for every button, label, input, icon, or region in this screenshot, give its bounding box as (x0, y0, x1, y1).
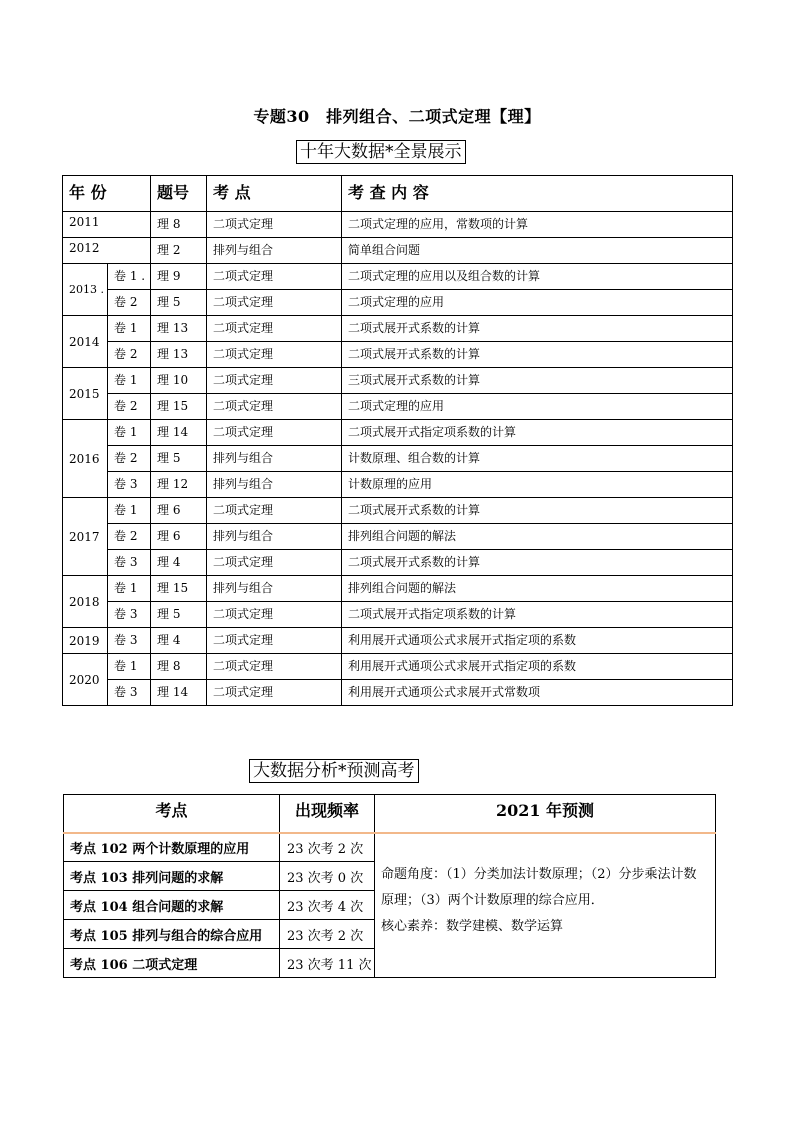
frequency-cell: 23 次考 2 次 (280, 920, 375, 949)
year-cell: 2016 (63, 420, 108, 498)
content-cell: 排列组合问题的解法 (342, 576, 733, 602)
table-row (63, 212, 733, 238)
table-row (63, 316, 733, 342)
prediction-literacy: 核心素养：数学建模、数学运算 (381, 918, 564, 934)
topic-cell: 二项式定理 (207, 602, 342, 628)
volume-cell: 卷 1 . (108, 264, 151, 290)
knowledge-point-cell: 考点 106 二项式定理 (64, 949, 280, 978)
topic-cell: 二项式定理 (207, 212, 342, 238)
table-row (63, 654, 733, 680)
question-cell: 理 6 (151, 498, 207, 524)
table-row (63, 368, 733, 394)
knowledge-point-cell: 考点 104 组合问题的求解 (64, 891, 280, 920)
question-cell: 理 5 (151, 602, 207, 628)
header-prediction: 2021 年预测 (375, 795, 716, 833)
question-cell: 理 9 (151, 264, 207, 290)
volume-cell: 卷 3 (108, 602, 151, 628)
table-row (64, 833, 716, 862)
question-cell: 理 4 (151, 628, 207, 654)
content-cell: 二项式展开式系数的计算 (342, 342, 733, 368)
header-frequency: 出现频率 (280, 795, 375, 833)
volume-cell: 卷 1 (108, 368, 151, 394)
topic-cell: 二项式定理 (207, 654, 342, 680)
page-title: 专题30 排列组合、二项式定理【理】 (253, 107, 541, 126)
content-cell: 利用展开式通项公式求展开式指定项的系数 (342, 654, 733, 680)
knowledge-point-cell: 考点 103 排列问题的求解 (64, 862, 280, 891)
topic-cell: 二项式定理 (207, 680, 342, 706)
year-cell: 2014 (63, 316, 108, 368)
topic-cell: 排列与组合 (207, 524, 342, 550)
section-heading-overview: 十年大数据*全景展示 (296, 140, 466, 164)
content-cell: 计数原理的应用 (342, 472, 733, 498)
question-cell: 理 14 (151, 680, 207, 706)
topic-cell: 排列与组合 (207, 576, 342, 602)
section-heading-analysis: 大数据分析*预测高考 (249, 759, 419, 783)
year-cell: 2018 (63, 576, 108, 628)
volume-cell: 卷 2 (108, 342, 151, 368)
prediction-angle: 命题角度：（1）分类加法计数原理；（2）分步乘法计数原理；（3）两个计数原理的综合应用． (381, 866, 697, 908)
question-cell: 理 5 (151, 446, 207, 472)
table-row (63, 680, 733, 706)
table-row (63, 628, 733, 654)
topic-cell: 排列与组合 (207, 472, 342, 498)
table-row (63, 264, 733, 290)
volume-cell: 卷 1 (108, 420, 151, 446)
topic-cell: 二项式定理 (207, 368, 342, 394)
table-row (63, 446, 733, 472)
question-cell: 理 15 (151, 576, 207, 602)
table-row (63, 238, 733, 264)
content-cell: 排列组合问题的解法 (342, 524, 733, 550)
question-cell: 理 8 (151, 654, 207, 680)
year-cell: 2011 (63, 212, 151, 238)
content-cell: 二项式展开式系数的计算 (342, 316, 733, 342)
frequency-cell: 23 次考 0 次 (280, 862, 375, 891)
prediction-cell (375, 833, 716, 978)
content-cell: 二项式展开式系数的计算 (342, 550, 733, 576)
topic-cell: 二项式定理 (207, 550, 342, 576)
question-cell: 理 15 (151, 394, 207, 420)
topic-cell: 二项式定理 (207, 264, 342, 290)
question-cell: 理 14 (151, 420, 207, 446)
table-row (63, 290, 733, 316)
table-row (63, 342, 733, 368)
header-question: 题号 (151, 176, 207, 212)
year-cell: 2012 (63, 238, 151, 264)
exam-history-table (62, 175, 733, 706)
topic-cell: 排列与组合 (207, 446, 342, 472)
volume-cell: 卷 2 (108, 290, 151, 316)
question-cell: 理 6 (151, 524, 207, 550)
content-cell: 三项式展开式系数的计算 (342, 368, 733, 394)
question-cell: 理 13 (151, 316, 207, 342)
knowledge-point-cell: 考点 105 排列与组合的综合应用 (64, 920, 280, 949)
prediction-table (63, 794, 716, 978)
question-cell: 理 12 (151, 472, 207, 498)
topic-cell: 二项式定理 (207, 498, 342, 524)
header-content: 考 查 内 容 (342, 176, 733, 212)
year-cell: 2020 (63, 654, 108, 706)
year-cell: 2019 (63, 628, 108, 654)
content-cell: 二项式定理的应用 (342, 394, 733, 420)
content-cell: 二项式展开式系数的计算 (342, 498, 733, 524)
content-cell: 二项式展开式指定项系数的计算 (342, 602, 733, 628)
volume-cell: 卷 2 (108, 394, 151, 420)
content-cell: 简单组合问题 (342, 238, 733, 264)
question-cell: 理 13 (151, 342, 207, 368)
table-row (63, 602, 733, 628)
frequency-cell: 23 次考 2 次 (280, 833, 375, 862)
year-cell: 2015 (63, 368, 108, 420)
topic-cell: 二项式定理 (207, 628, 342, 654)
frequency-cell: 23 次考 4 次 (280, 891, 375, 920)
volume-cell: 卷 1 (108, 654, 151, 680)
table-header-row (64, 795, 716, 833)
table-row (63, 394, 733, 420)
topic-cell: 排列与组合 (207, 238, 342, 264)
volume-cell: 卷 3 (108, 680, 151, 706)
content-cell: 利用展开式通项公式求展开式常数项 (342, 680, 733, 706)
question-cell: 理 8 (151, 212, 207, 238)
volume-cell: 卷 3 (108, 628, 151, 654)
content-cell: 二项式定理的应用 (342, 290, 733, 316)
table-row (63, 524, 733, 550)
topic-cell: 二项式定理 (207, 290, 342, 316)
volume-cell: 卷 1 (108, 316, 151, 342)
content-cell: 二项式定理的应用，常数项的计算 (342, 212, 733, 238)
header-topic: 考 点 (207, 176, 342, 212)
question-cell: 理 2 (151, 238, 207, 264)
topic-cell: 二项式定理 (207, 316, 342, 342)
header-knowledge-point: 考点 (64, 795, 280, 833)
header-year: 年 份 (63, 176, 151, 212)
topic-cell: 二项式定理 (207, 420, 342, 446)
table-row (63, 576, 733, 602)
content-cell: 计数原理、组合数的计算 (342, 446, 733, 472)
knowledge-point-cell: 考点 102 两个计数原理的应用 (64, 833, 280, 862)
topic-cell: 二项式定理 (207, 394, 342, 420)
volume-cell: 卷 3 (108, 472, 151, 498)
year-cell: 2017 (63, 498, 108, 576)
volume-cell: 卷 3 (108, 550, 151, 576)
topic-cell: 二项式定理 (207, 342, 342, 368)
table-row (63, 420, 733, 446)
table-row (63, 472, 733, 498)
table-row (63, 498, 733, 524)
table-row (63, 550, 733, 576)
content-cell: 二项式展开式指定项系数的计算 (342, 420, 733, 446)
question-cell: 理 5 (151, 290, 207, 316)
frequency-cell: 23 次考 11 次 (280, 949, 375, 978)
question-cell: 理 10 (151, 368, 207, 394)
question-cell: 理 4 (151, 550, 207, 576)
content-cell: 二项式定理的应用以及组合数的计算 (342, 264, 733, 290)
content-cell: 利用展开式通项公式求展开式指定项的系数 (342, 628, 733, 654)
table-header-row (63, 176, 733, 212)
volume-cell: 卷 1 (108, 498, 151, 524)
volume-cell: 卷 2 (108, 446, 151, 472)
volume-cell: 卷 1 (108, 576, 151, 602)
volume-cell: 卷 2 (108, 524, 151, 550)
year-cell: 2013 . (63, 264, 108, 316)
